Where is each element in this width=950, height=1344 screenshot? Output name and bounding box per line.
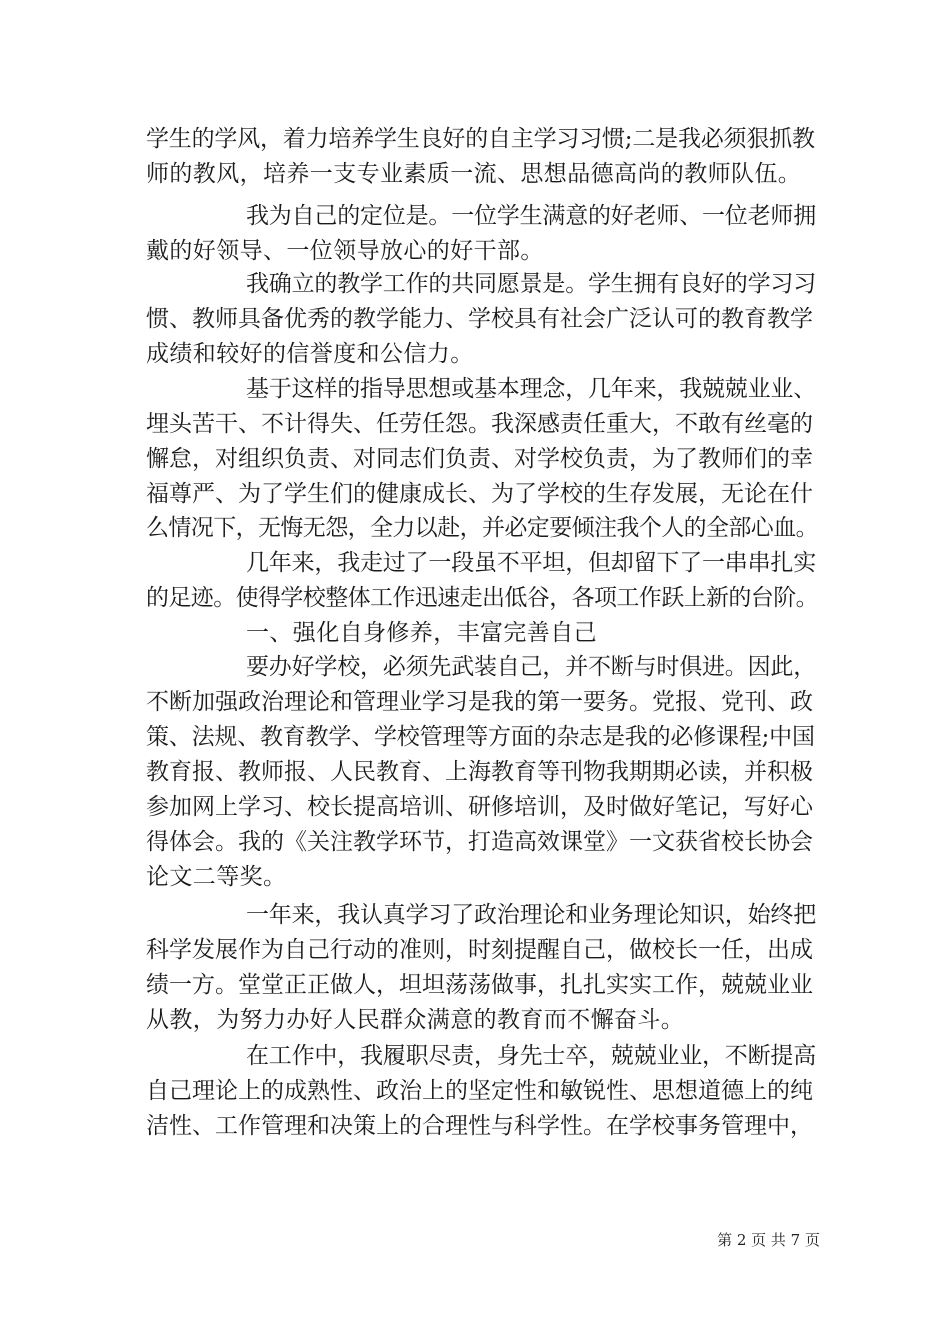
text-line: 我确立的教学工作的共同愿景是。学生拥有良好的学习习 [246,271,817,297]
text-line: 洁性、工作管理和决策上的合理性与科学性。在学校事务管理中， [146,1113,813,1139]
text-line: 戴的好领导、一位领导放心的好干部。 [146,238,544,264]
text-line: 基于这样的指导思想或基本理念，几年来，我兢兢业业、 [246,376,817,402]
text-line: 得体会。我的《关注教学环节，打造高效课堂》一文获省校长协会 [146,829,813,855]
text-line: 一年来，我认真学习了政治理论和业务理论知识，始终把 [246,902,817,928]
text-line: 么情况下，无悔无怨，全力以赴，并必定要倾注我个人的全部心血。 [146,515,819,541]
text-line: 参加网上学习、校长提高培训、研修培训，及时做好笔记，写好心 [146,794,813,820]
text-line: 师的教风，培养一支专业素质一流、思想品德高尚的教师队伍。 [146,161,802,187]
text-line: 的足迹。使得学校整体工作迅速走出低谷，各项工作跃上新的台阶。 [146,585,819,611]
text-line: 埋头苦干、不计得失、任劳任怨。我深感责任重大，不敢有丝毫的 [146,411,813,437]
text-line: 成绩和较好的信誉度和公信力。 [146,341,474,367]
text-line: 几年来，我走过了一段虽不平坦，但却留下了一串串扎实 [246,550,817,576]
text-line: 论文二等奖。 [146,864,287,890]
text-line: 在工作中，我履职尽责，身先士卒，兢兢业业，不断提高 [246,1043,817,1069]
text-line: 懈怠，对组织负责、对同志们负责、对学校负责，为了教师们的幸 [146,446,813,472]
text-line: 不断加强政治理论和管理业学习是我的第一要务。党报、党刊、政 [146,689,813,715]
page-number-footer: 第 2 页 共 7 页 [717,1231,820,1249]
text-line: 科学发展作为自己行动的准则，时刻提醒自己，做校长一任，出成 [146,937,813,963]
text-line: 从教，为努力办好人民群众满意的教育而不懈奋斗。 [146,1007,685,1033]
text-line: 我为自己的定位是。一位学生满意的好老师、一位老师拥 [246,203,817,229]
text-line: 学生的学风，着力培养学生良好的自主学习习惯;二是我必须狠抓教 [146,126,815,152]
text-line: 要办好学校，必须先武装自己，并不断与时俱进。因此， [246,654,817,680]
section-heading: 一、强化自身修养，丰富完善自己 [246,620,597,646]
text-line: 绩一方。堂堂正正做人，坦坦荡荡做事，扎扎实实工作，兢兢业业 [146,972,813,998]
text-line: 策、法规、教育教学、学校管理等方面的杂志是我的必修课程;中国 [146,724,815,750]
text-line: 自己理论上的成熟性、政治上的坚定性和敏锐性、思想道德上的纯 [146,1078,813,1104]
text-line: 福尊严、为了学生们的健康成长、为了学校的生存发展，无论在什 [146,481,813,507]
text-line: 惯、教师具备优秀的教学能力、学校具有社会广泛认可的教育教学 [146,306,813,332]
text-line: 教育报、教师报、人民教育、上海教育等刊物我期期必读，并积极 [146,759,813,785]
